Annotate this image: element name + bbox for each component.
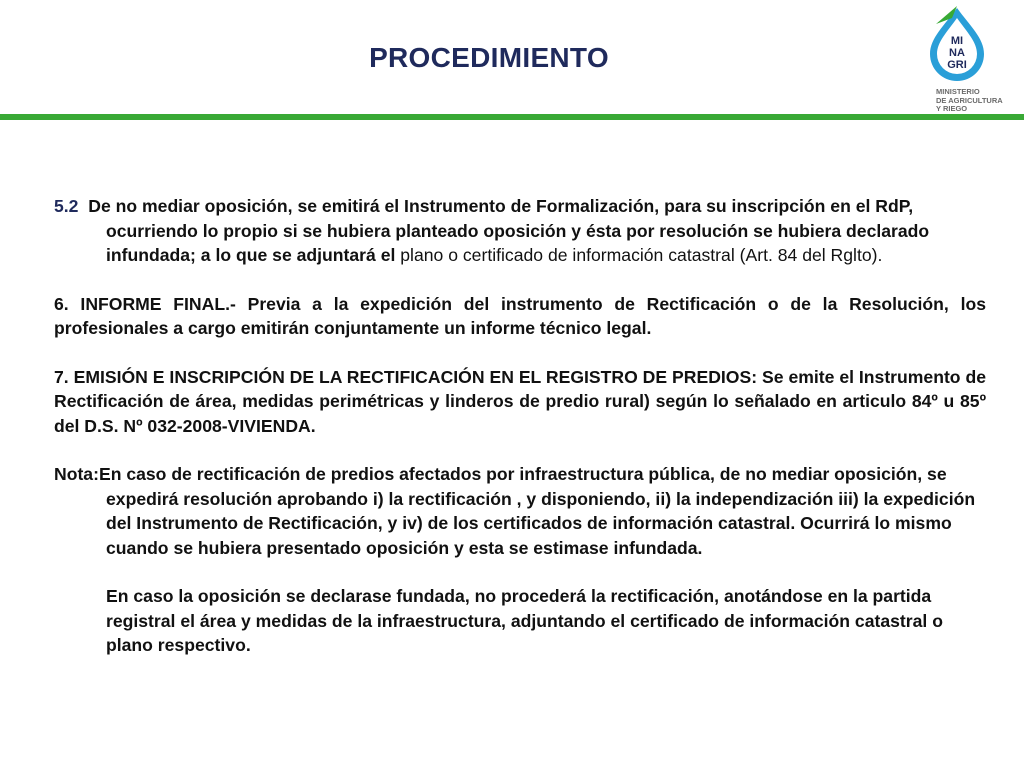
section-7 [54,365,986,439]
section-5-2-number: 5.2 [54,196,79,216]
logo-org-line-3: Y RIEGO [936,104,968,113]
nota-paragraph: Nota:En caso de rectificación de predios afectados por infraestructura pública, de no mediar oposición, se expedirá resolución aprobando i) la rectificación , y disponiendo, ii) la independización iii) la expedición del Instrumento de Rectificación, y iv) de los certificados de información catastral. Ocurrirá lo mismo cuando se hubiera presentado oposición y esta se estimase infundada. [54,464,976,558]
minagri-logo-icon [922,4,992,84]
slide-body [54,194,986,658]
nota-paragraph-2: En caso la oposición se declarase fundada, no procederá la rectificación, anotándose en la partida registral el área y medidas de la infraestructura, adjuntando el certificado de información catastral o plano respectivo. [106,586,943,655]
section-5-2-text-normal: plano o certificado de información catastral (Art. 84 del Rglto). [400,245,883,265]
section-7-heading: 7. EMISIÓN E INSCRIPCIÓN DE LA RECTIFICACIÓN EN EL REGISTRO DE PREDIOS: [54,366,758,387]
logo-org-name [936,88,1003,114]
section-6: 6. INFORME FINAL.- Previa a la expedición del instrumento de Rectificación o de la Resolución, los profesionales a cargo emitirán conjuntamente un informe técnico legal. [54,293,986,338]
section-5-2 [54,194,986,268]
logo-org-line-1: MINISTERIO [936,87,980,96]
logo-line-3: GRI [947,59,967,71]
section-5-2-text: De no mediar oposición, se emitirá el Instrumento de Formalización, para su inscripción en el RdP, ocurriendo lo propio si se hubiera planteado oposición y ésta por resolución se hubiera declarado infundada; a lo que se adjuntará el [88,196,930,265]
header-divider [0,114,1024,120]
logo-line-1: MI [950,35,964,47]
logo-org-line-2: DE AGRICULTURA [936,95,1003,105]
section-7-text: Se emite el Instrumento de Rectificación de área, medidas perimétricas y linderos de predio rural) según lo señalado en articulo 84º u 85º del D.S. Nº 032-2008-VIVIENDA. [54,366,986,436]
logo-line-2: NA [949,47,965,59]
page-title: PROCEDIMIENTO [369,42,609,73]
